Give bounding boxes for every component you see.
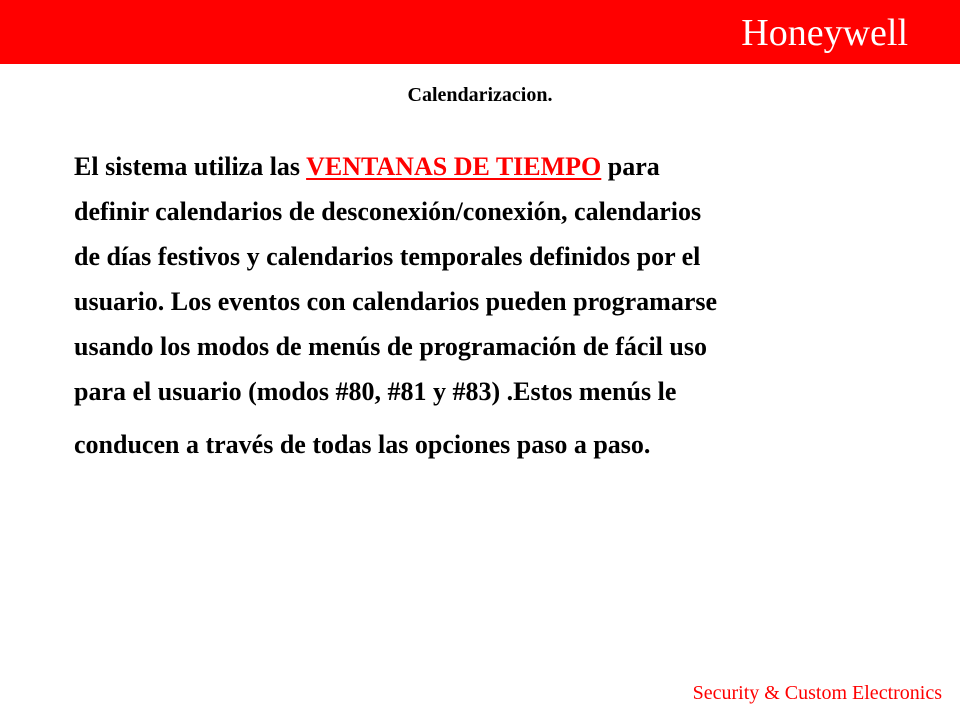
body-line-6: para el usuario (modos #80, #81 y #83) .Estos menús le <box>74 377 677 406</box>
ventanas-de-tiempo-link[interactable]: VENTANAS DE TIEMPO <box>306 152 602 181</box>
body-line-7: conducen a través de todas las opciones paso a paso. <box>74 430 651 459</box>
body-line-1-suffix: para <box>601 152 660 181</box>
header-bar <box>0 0 960 64</box>
subtitle-text: Calendarizacion. <box>407 84 553 106</box>
slide-subtitle <box>0 82 960 108</box>
body-line-1-prefix: El sistema utiliza las <box>74 152 307 181</box>
body-line <box>74 144 894 189</box>
body-line-4: usuario. Los eventos con calendarios pueden programarse <box>74 287 718 316</box>
footer-tagline: Security & Custom Electronics <box>692 682 942 704</box>
body-paragraph <box>74 144 894 467</box>
body-line-3: de días festivos y calendarios temporales definidos por el <box>74 242 701 271</box>
brand-logo-text: Honeywell <box>741 12 908 54</box>
body-line-2: definir calendarios de desconexión/conexión, calendarios <box>74 197 702 226</box>
body-line-5: usando los modos de menús de programación de fácil uso <box>74 332 707 361</box>
